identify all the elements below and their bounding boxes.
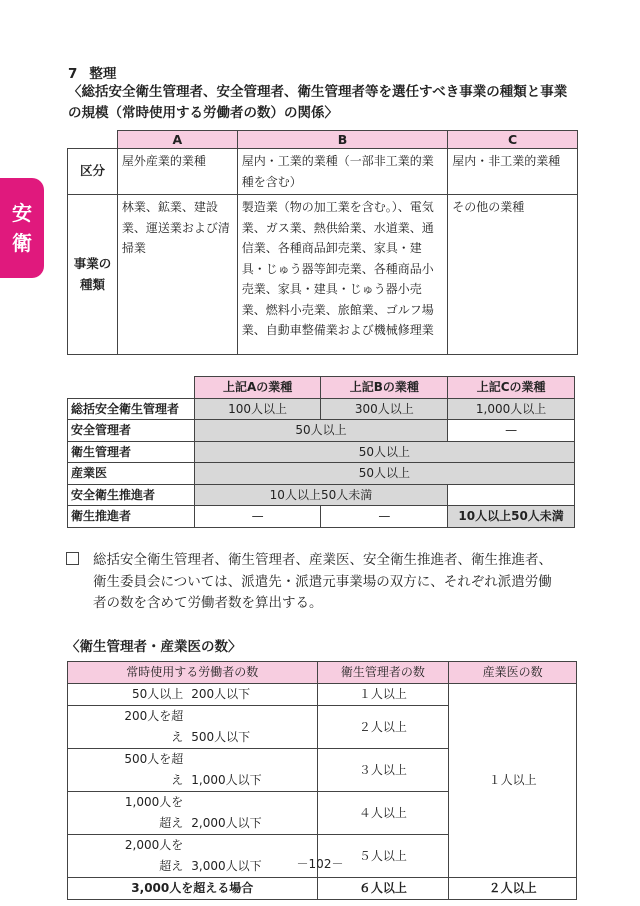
side-tab-char-1: 安 [12, 201, 32, 225]
category-a: 屋外産業的業種 [117, 149, 237, 195]
header-c: C [448, 131, 578, 149]
managers-count: ２人以上 [317, 706, 449, 749]
business-b: 製造業（物の加工業を含む。）、電気業、ガス業、熱供給業、水道業、通信業、各種商品卸売業、家具・建具・じゅう器等卸売業、各種商品小売業、家具・建具・じゅう器小売業、燃料小売業、旅館業、ゴルフ場業、自動車整備業および機械修理業 [237, 195, 448, 355]
category-c: 屋内・非工業的業種 [448, 149, 578, 195]
managers-count: ６人以上 [317, 878, 449, 900]
business-c: その他の業種 [448, 195, 578, 355]
appointment-threshold-table [67, 376, 575, 528]
note-line-3: 者の数を含めて労働者数を算出する。 [93, 595, 323, 611]
row-label-business-type: 事業の種類 [68, 195, 118, 355]
doctors-count: ２人以上 [449, 878, 577, 900]
category-b: 屋内・工業的業種（一部非工業的業種を含む） [237, 149, 448, 195]
header-b-business: 上記Bの業種 [321, 377, 448, 399]
workers-to: 200人以下 [191, 687, 251, 701]
row-label-safety-manager: 安全管理者 [68, 420, 195, 442]
managers-count: ５人以上 [317, 835, 449, 878]
business-a: 林業、鉱業、建設業、運送業および清掃業 [117, 195, 237, 355]
workers-to: 1,000人以下 [191, 773, 262, 787]
page-number: －102－ [296, 857, 344, 871]
row-label-health-promoter: 衛生推進者 [68, 506, 195, 528]
health-manager-abc: 50人以上 [194, 441, 574, 463]
health-promoter-c: 10人以上50人未満 [448, 506, 575, 528]
section-heading [68, 62, 116, 82]
safety-manager-ab: 50人以上 [194, 420, 447, 442]
row-label-safety-health-promoter: 安全衛生推進者 [68, 484, 195, 506]
table-row [68, 878, 577, 900]
section2-heading: 〈衛生管理者・産業医の数〉 [66, 639, 242, 655]
note-line-1: 総括安全衛生管理者、衛生管理者、産業医、安全衛生推進者、衛生推進者、 [93, 552, 552, 568]
table-row [68, 684, 577, 706]
managers-count: ３人以上 [317, 749, 449, 792]
managers-count: １人以上 [317, 684, 449, 706]
intro-heading: 〈総括安全衛生管理者、安全管理者、衛生管理者等を選任すべき事業の種類と事業の規模（常時使用する労働者の数）の関係〉 [68, 84, 568, 121]
health-promoter-a: — [194, 506, 321, 528]
note-line-2: 衛生委員会については、派遣先・派遣元事業場の双方に、それぞれ派遣労働 [93, 573, 552, 590]
workers-to: 500人以下 [191, 730, 251, 744]
general-manager-c: 1,000人以上 [448, 398, 575, 420]
health-promoter-b: — [321, 506, 448, 528]
header-a-business: 上記Aの業種 [194, 377, 321, 399]
header-managers: 衛生管理者の数 [317, 662, 449, 684]
note-paragraph [66, 550, 586, 615]
safety-health-promoter-c [448, 484, 575, 506]
industrial-physician-abc: 50人以上 [194, 463, 574, 485]
checkbox-square-icon [66, 552, 79, 565]
workers-from: 1,000人を超え [124, 795, 184, 830]
section-title: 整理 [89, 66, 117, 82]
industry-classification-table [67, 130, 578, 355]
workers-to: 2,000人以下 [191, 816, 262, 830]
managers-count: ４人以上 [317, 792, 449, 835]
safety-health-promoter-ab: 10人以上50人未満 [194, 484, 447, 506]
section-number: 7 [68, 66, 78, 82]
workers-over-3000: 3,000人を超える場合 [68, 878, 318, 900]
header-b: B [237, 131, 448, 149]
general-manager-b: 300人以上 [321, 398, 448, 420]
header-c-business: 上記Cの業種 [448, 377, 575, 399]
header-doctors: 産業医の数 [449, 662, 577, 684]
workers-from: 50人以上 [132, 687, 184, 701]
workers-to: 3,000人以下 [191, 859, 262, 873]
header-a: A [117, 131, 237, 149]
row-label-industrial-physician: 産業医 [68, 463, 195, 485]
workers-from: 2,000人を超え [124, 838, 184, 873]
general-manager-a: 100人以上 [194, 398, 321, 420]
workers-from: 500人を超え [124, 752, 184, 787]
row-label-health-manager: 衛生管理者 [68, 441, 195, 463]
row-label-general-manager: 総括安全衛生管理者 [68, 398, 195, 420]
header-workers: 常時使用する労働者の数 [68, 662, 318, 684]
side-tab-char-2: 衛 [12, 231, 32, 255]
doctors-merged: １人以上 [449, 684, 577, 878]
workers-from: 200人を超え [124, 709, 184, 744]
row-label-category: 区分 [68, 149, 118, 195]
safety-manager-c: — [448, 420, 575, 442]
side-tab [0, 178, 44, 278]
